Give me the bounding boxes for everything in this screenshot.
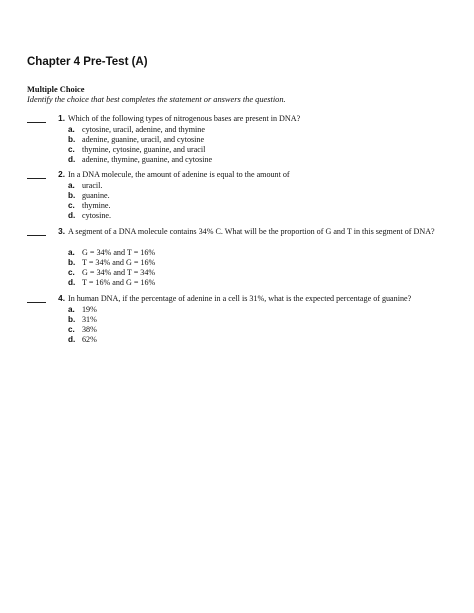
option-letter: c.	[68, 267, 75, 277]
option-letter: b.	[68, 314, 76, 324]
question-number: 2.	[58, 170, 65, 179]
question-number: 4.	[58, 294, 65, 303]
option-letter: c.	[68, 200, 75, 210]
option-letter: b.	[68, 190, 76, 200]
answer-blank[interactable]	[27, 235, 46, 236]
option-letter: b.	[68, 257, 76, 267]
answer-blank[interactable]	[27, 178, 46, 179]
option-text: thymine.	[82, 200, 111, 210]
option-text: G = 34% and T = 16%	[82, 247, 156, 257]
question-number: 1.	[58, 114, 65, 123]
question-number: 3.	[58, 227, 65, 236]
option-text: 19%	[82, 304, 97, 314]
question-text: In human DNA, if the percentage of adenine in a cell is 31%, what is the expected percentage of guanine?	[68, 294, 412, 303]
option-letter: c.	[68, 324, 75, 334]
option-text: cytosine.	[82, 211, 111, 221]
question-text: In a DNA molecule, the amount of adenine is equal to the amount of	[68, 170, 290, 179]
option-text: thymine, cytosine, guanine, and uracil	[82, 144, 206, 154]
page-title: Chapter 4 Pre-Test (A)	[27, 56, 148, 68]
option-letter: a.	[68, 124, 75, 134]
option-text: 38%	[82, 324, 97, 334]
option-text: 62%	[82, 335, 97, 345]
question-text: A segment of a DNA molecule contains 34% C. What will be the proportion of G and T in this segment of DNA?	[68, 227, 435, 236]
option-text: guanine.	[82, 190, 110, 200]
option-text: T = 34% and G = 16%	[82, 257, 156, 267]
section-title: Multiple Choice	[27, 85, 85, 94]
option-text: cytosine, uracil, adenine, and thymine	[82, 124, 205, 134]
instructions: Identify the choice that best completes the statement or answers the question.	[27, 95, 286, 104]
answer-blank[interactable]	[27, 302, 46, 303]
option-letter: d.	[68, 211, 76, 221]
option-text: T = 16% and G = 16%	[82, 278, 156, 288]
option-text: 31%	[82, 314, 97, 324]
option-text: G = 34% and T = 34%	[82, 267, 156, 277]
option-letter: d.	[68, 335, 76, 345]
option-text: adenine, guanine, uracil, and cytosine	[82, 134, 205, 144]
option-letter: c.	[68, 144, 75, 154]
option-text: adenine, thymine, guanine, and cytosine	[82, 155, 213, 165]
option-letter: b.	[68, 134, 76, 144]
option-text: uracil.	[82, 180, 103, 190]
option-letter: d.	[68, 155, 76, 165]
option-letter: a.	[68, 180, 75, 190]
answer-blank[interactable]	[27, 122, 46, 123]
option-letter: d.	[68, 278, 76, 288]
question-text: Which of the following types of nitrogenous bases are present in DNA?	[68, 114, 301, 123]
option-letter: a.	[68, 247, 75, 257]
option-letter: a.	[68, 304, 75, 314]
